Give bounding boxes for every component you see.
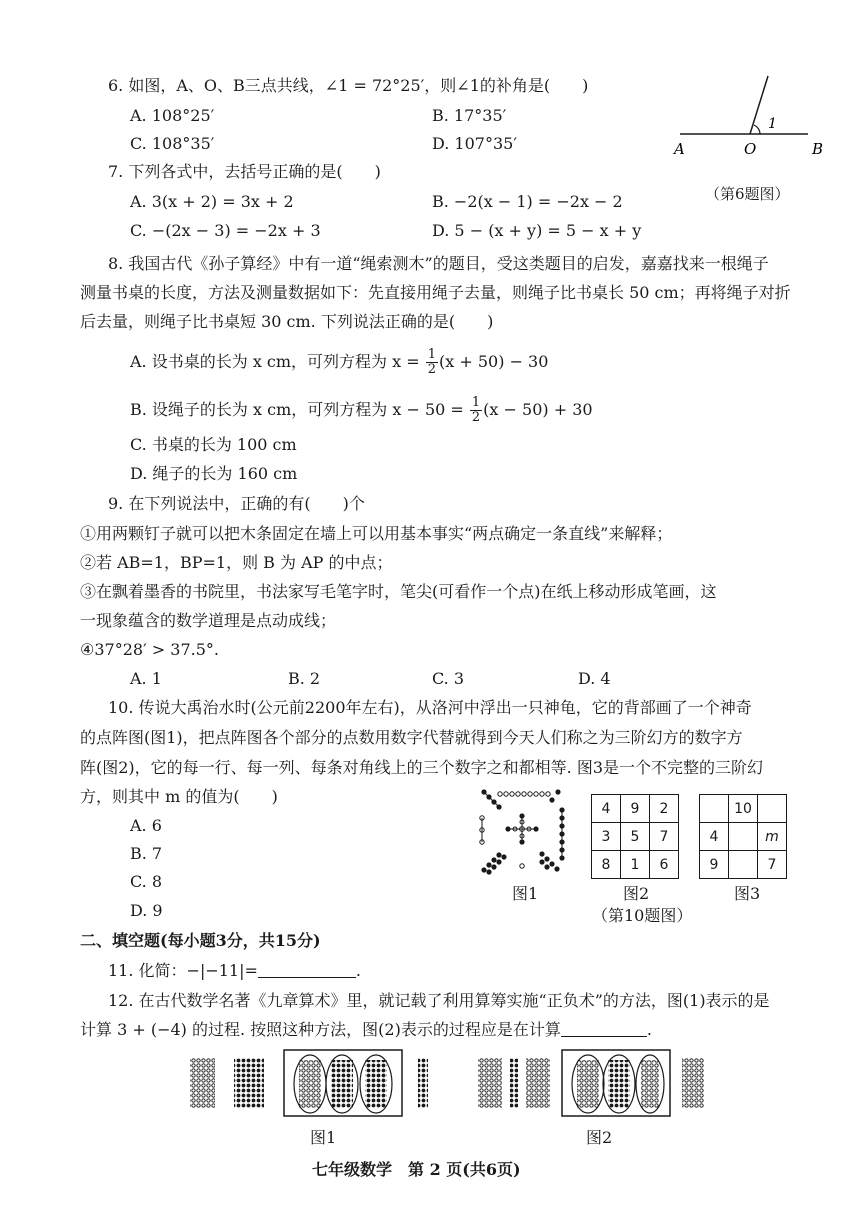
q11	[108, 961, 361, 981]
q7-option-c: C. −(2x − 3) = −2x + 3	[130, 221, 321, 240]
q12-fig1-label: 图1	[310, 1128, 337, 1147]
top-dots	[498, 792, 550, 796]
grid-cell: 7	[758, 851, 787, 879]
q10-fig2-label: 图2	[623, 884, 650, 903]
q10-line-3: 阵(图2)，它的每一行、每一列、每条对角线上的三个数字之和都相等. 图3是一个不完整的三阶幻	[80, 758, 764, 777]
angle-arc	[754, 125, 760, 134]
q12-line-2-suffix: .	[646, 1020, 652, 1039]
counting-rods-figure-2	[474, 1048, 714, 1118]
black-rods-group	[234, 1058, 264, 1108]
black-rods-group	[510, 1058, 518, 1108]
white-rods-group	[190, 1058, 215, 1108]
q6-option-b: B. 17°35′	[432, 106, 507, 125]
q10-line-1: 10. 传说大禹治水时(公元前2200年左右)，从洛河中浮出一只神龟，它的背部画了一个神奇	[108, 698, 752, 717]
q11-answer-blank[interactable]	[258, 961, 356, 978]
q11-prefix: 11. 化简：−|−11|=	[108, 961, 258, 980]
ray-oc	[750, 76, 768, 134]
q8-line-3: 后去量，则绳子比书桌短 30 cm. 下列说法正确的是( )	[80, 312, 494, 331]
counting-rods-figure-1	[186, 1048, 436, 1118]
q7-option-b: B. −2(x − 1) = −2x − 2	[432, 192, 623, 211]
q10-option-d: D. 9	[130, 901, 163, 920]
q9-stem: 9. 在下列说法中，正确的有( )个	[108, 494, 365, 513]
bottom-right-dots	[539, 851, 559, 871]
white-rods-group	[526, 1058, 550, 1108]
half-fraction	[426, 348, 438, 377]
q10-line-2: 的点阵图(图1)，把点阵图各个部分的点数用数字代替就得到今天人们称之为三阶幻方的数字方	[80, 728, 743, 747]
q6-option-d: D. 107°35′	[432, 134, 517, 153]
fraction-denominator: 2	[471, 410, 481, 425]
fraction-denominator: 2	[427, 362, 437, 377]
grid-cell	[729, 851, 758, 879]
q9-statement-4: ④37°28′ > 37.5°.	[80, 640, 219, 659]
q11-suffix: .	[355, 961, 361, 980]
white-rods-group	[478, 1058, 502, 1108]
grid-cell: 10	[729, 795, 758, 823]
lo-shu-dot-diagram	[472, 786, 572, 876]
q12-fig2-label: 图2	[586, 1128, 613, 1147]
q8-option-a-suffix: (x + 50) − 30	[439, 352, 549, 371]
q6-angle-figure	[672, 68, 832, 160]
grid-cell: m	[758, 823, 787, 851]
q6-option-a: A. 108°25′	[130, 106, 215, 125]
q12-line-2-prefix: 计算 3 + (−4) 的过程. 按照这种方法，图(2)表示的过程应是在计算	[80, 1020, 561, 1039]
bottom-left-dots	[481, 852, 506, 874]
q7-option-d: D. 5 − (x + y) = 5 − x + y	[432, 221, 642, 240]
q10-option-c: C. 8	[130, 872, 163, 891]
fraction-numerator: 1	[471, 395, 481, 410]
result-rods-group	[682, 1058, 704, 1108]
grid-cell: 7	[650, 823, 679, 851]
q9-statement-3a: ③在飘着墨香的书院里，书法家写毛笔字时，笔尖(可看作一个点)在纸上移动形成笔画，这	[80, 582, 717, 601]
half-fraction	[470, 396, 482, 425]
q9-option-c: C. 3	[432, 669, 465, 688]
grid-cell: 9	[700, 851, 729, 879]
q9-option-d: D. 4	[578, 669, 611, 688]
q10-option-a: A. 6	[130, 816, 162, 835]
q10-fig1-label: 图1	[512, 884, 539, 903]
q7-stem: 7. 下列各式中，去括号正确的是( )	[108, 162, 381, 181]
q12-line-2	[80, 1020, 652, 1040]
q7-option-a: A. 3(x + 2) = 3x + 2	[130, 192, 294, 211]
q12-line-1: 12. 在古代数学名著《九章算术》里，就记载了利用算筹实施“正负术”的方法，图(1)表示的是	[108, 991, 770, 1010]
q9-option-a: A. 1	[130, 669, 162, 688]
grid-cell	[758, 795, 787, 823]
grid-cell: 2	[650, 795, 679, 823]
point-b-label: B	[812, 140, 824, 158]
center-cross	[505, 813, 538, 844]
magic-square-complete	[591, 794, 679, 879]
point-o-label: O	[744, 140, 757, 158]
bottom-dot	[520, 864, 524, 868]
q8-option-c: C. 书桌的长为 100 cm	[130, 435, 297, 454]
magic-square-incomplete	[699, 794, 787, 879]
q10-fig3-label: 图3	[734, 884, 761, 903]
q6-caption: （第6题图）	[705, 185, 790, 203]
result-rods-group	[418, 1058, 428, 1108]
q6-option-c: C. 108°35′	[130, 134, 215, 153]
q8-option-b-prefix: B. 设绳子的长为 x cm，可列方程为 x − 50 =	[130, 400, 469, 419]
grid-cell	[729, 823, 758, 851]
grid-cell: 4	[592, 795, 621, 823]
q8-option-d: D. 绳子的长为 160 cm	[130, 464, 298, 483]
q12-answer-blank[interactable]	[561, 1020, 647, 1037]
grid-cell: 1	[621, 851, 650, 879]
top-right-dots	[549, 789, 560, 802]
grid-cell	[700, 795, 729, 823]
q8-line-1: 8. 我国古代《孙子算经》中有一道“绳索测木”的题目，受这类题目的启发，嘉嘉找来一根绳子	[108, 254, 769, 273]
angle-label: 1	[768, 116, 777, 132]
fraction-numerator: 1	[427, 347, 437, 362]
q10-caption: （第10题图）	[592, 906, 693, 925]
q9-statement-1: ①用两颗钉子就可以把木条固定在墙上可以用基本事实“两点确定一条直线”来解释；	[80, 524, 673, 543]
page-footer: 七年级数学 第 2 页(共6页)	[312, 1160, 521, 1179]
q10-line-4: 方，则其中 m 的值为( )	[80, 787, 278, 806]
q8-line-2: 测量书桌的长度，方法及测量数据如下：先直接用绳子去量，则绳子比书桌长 50 cm；再将绳子对折	[80, 283, 791, 302]
grid-cell: 3	[592, 823, 621, 851]
point-a-label: A	[674, 140, 685, 158]
q10-option-b: B. 7	[130, 844, 163, 863]
q8-option-b-suffix: (x − 50) + 30	[483, 400, 593, 419]
q9-statement-3b: 一现象蕴含的数学道理是点动成线；	[80, 611, 337, 630]
q9-option-b: B. 2	[288, 669, 321, 688]
grid-cell: 8	[592, 851, 621, 879]
grid-cell: 4	[700, 823, 729, 851]
grid-cell: 6	[650, 851, 679, 879]
q9-statement-2: ②若 AB=1，BP=1，则 B 为 AP 的中点；	[80, 553, 393, 572]
q8-option-a-prefix: A. 设书桌的长为 x cm，可列方程为 x =	[130, 352, 425, 371]
grid-cell: 9	[621, 795, 650, 823]
q8-option-b	[130, 394, 593, 426]
section-2-heading: 二、填空题(每小题3分，共15分)	[80, 931, 321, 950]
q6-stem: 6. 如图，A、O、B三点共线，∠1 = 72°25′，则∠1的补角是( )	[108, 76, 589, 95]
grid-cell: 5	[621, 823, 650, 851]
q8-option-a	[130, 346, 548, 378]
